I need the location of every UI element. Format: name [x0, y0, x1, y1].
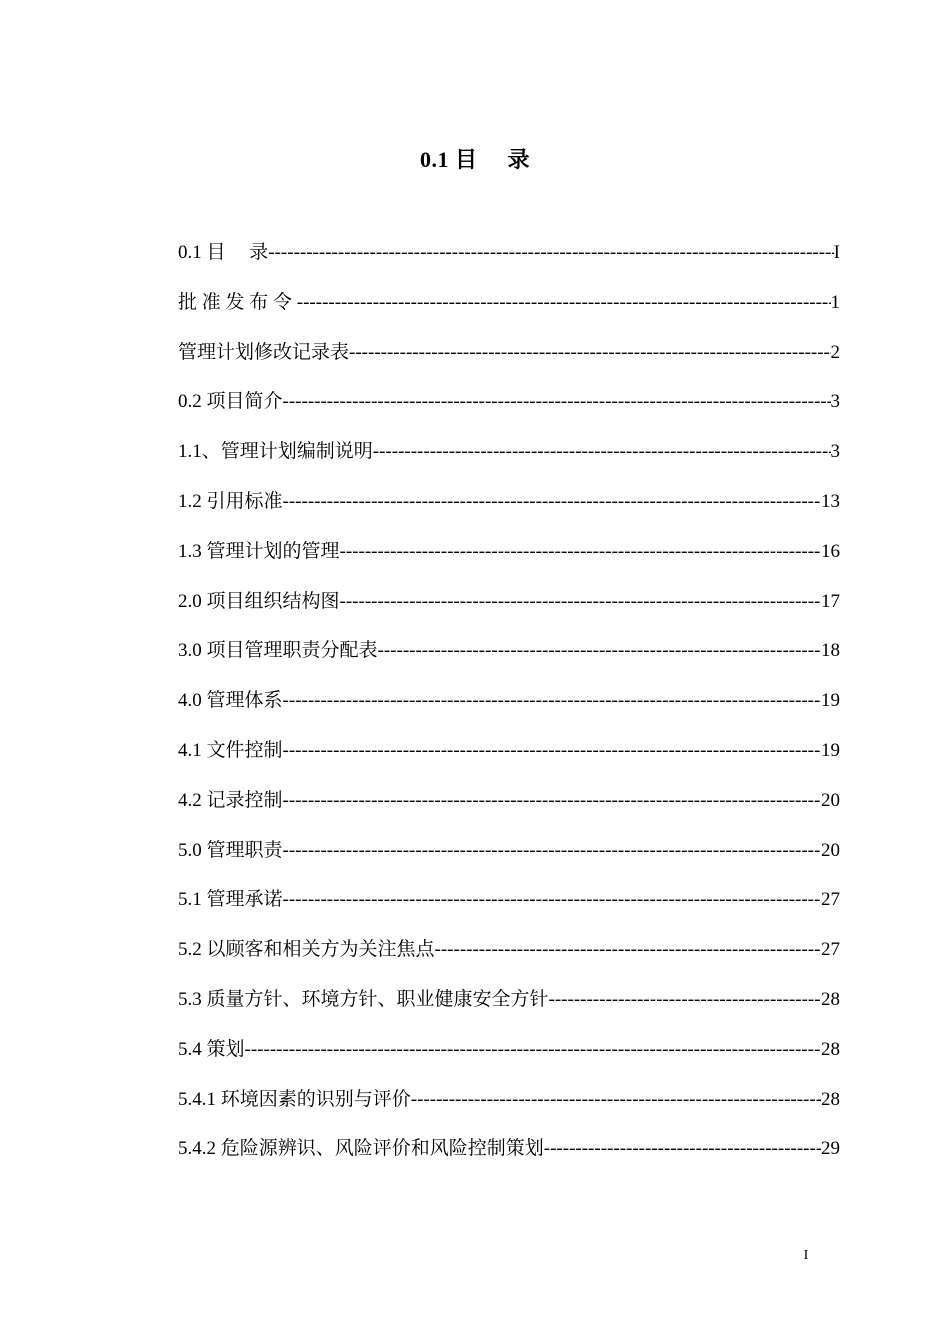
toc-entry-page: 18 [821, 640, 840, 662]
toc-entry-page: 27 [821, 939, 840, 961]
toc-entry-label: 0.1 目 录 [178, 242, 269, 263]
toc-leader-dashes [340, 539, 821, 565]
toc-entry-label: 4.0 管理体系 [178, 690, 283, 712]
toc-entry[interactable] [178, 1136, 840, 1186]
toc-entry-label: 5.0 管理职责 [178, 839, 283, 861]
toc-leader-dashes [283, 887, 821, 913]
toc-entry-label: 3.0 项目管理职责分配表 [178, 640, 378, 662]
toc-entry-page: 28 [821, 1088, 840, 1110]
toc-entry-page: 3 [830, 441, 840, 463]
toc-entry-label: 5.4 策划 [178, 1038, 245, 1060]
toc-entry[interactable] [178, 838, 840, 888]
toc-leader-dashes [373, 439, 831, 465]
toc-leader-dashes [283, 389, 831, 415]
page-title: 0.1 目 录 [419, 147, 530, 172]
toc-leader-dashes [378, 638, 821, 664]
toc-entry-page: 16 [821, 540, 840, 562]
toc-entry[interactable] [178, 937, 840, 987]
toc-entry-label: 批 准 发 布 令 [178, 291, 297, 313]
toc-entry-label: 5.2 以顾客和相关方为关注焦点 [178, 939, 435, 961]
toc-entry-label: 5.4.1 环境因素的识别与评价 [178, 1088, 411, 1110]
toc-entry-page: I [833, 242, 840, 263]
toc-entry-page: 28 [821, 988, 840, 1010]
toc-leader-dashes [283, 489, 821, 515]
toc-entry-page: 17 [821, 590, 840, 612]
toc-entry-label: 4.1 文件控制 [178, 739, 283, 761]
toc-entry[interactable] [178, 788, 840, 838]
toc-leader-dashes [245, 1037, 821, 1063]
toc-entry-page: 1 [830, 291, 840, 313]
toc-entry[interactable] [178, 589, 840, 639]
toc-leader-dashes [297, 290, 831, 316]
toc-leader-dashes [435, 937, 821, 963]
toc-entry[interactable] [178, 539, 840, 589]
toc-entry[interactable] [178, 638, 840, 688]
toc-entry-page: 2 [830, 341, 840, 363]
toc-entry-page: 19 [821, 739, 840, 761]
toc-entry[interactable] [178, 389, 840, 439]
toc-entry-label: 2.0 项目组织结构图 [178, 590, 340, 612]
toc-entry[interactable] [178, 290, 840, 340]
toc-leader-dashes [283, 838, 821, 864]
toc-entry-page: 13 [821, 490, 840, 512]
toc-leader-dashes [283, 788, 821, 814]
toc-entry-label: 1.2 引用标准 [178, 490, 283, 512]
toc-entry-label: 5.3 质量方针、环境方针、职业健康安全方针 [178, 988, 549, 1010]
toc-entry-label: 1.1、管理计划编制说明 [178, 441, 373, 463]
toc-leader-dashes [349, 340, 830, 366]
toc-entry-label: 1.3 管理计划的管理 [178, 540, 340, 562]
toc-entry-label: 0.2 项目简介 [178, 391, 283, 413]
toc-leader-dashes [544, 1136, 821, 1162]
toc-leader-dashes [283, 738, 821, 764]
toc-leader-dashes [340, 589, 821, 615]
toc-entry-page: 20 [821, 789, 840, 811]
toc-entry-page: 28 [821, 1038, 840, 1060]
toc-leader-dashes [411, 1087, 821, 1113]
toc-entry[interactable] [178, 688, 840, 738]
toc-entry-label: 5.1 管理承诺 [178, 889, 283, 911]
toc-entry-label: 5.4.2 危险源辨识、风险评价和风险控制策划 [178, 1138, 544, 1160]
toc-leader-dashes [549, 987, 821, 1013]
toc-entry[interactable] [178, 240, 840, 290]
toc-entry[interactable] [178, 439, 840, 489]
toc-entry[interactable] [178, 987, 840, 1037]
toc-entry[interactable] [178, 340, 840, 390]
page-number: I [803, 1248, 809, 1263]
toc-entry-page: 29 [821, 1138, 840, 1160]
toc-entry[interactable] [178, 1087, 840, 1137]
toc-leader-dashes [283, 688, 821, 714]
toc-entry[interactable] [178, 489, 840, 539]
toc-entry-page: 3 [830, 391, 840, 413]
toc-entry[interactable] [178, 1037, 840, 1087]
toc-entry-label: 4.2 记录控制 [178, 789, 283, 811]
toc-entry-page: 27 [821, 889, 840, 911]
toc-entry-label: 管理计划修改记录表 [178, 341, 350, 363]
toc-entry-page: 19 [821, 690, 840, 712]
toc-entry[interactable] [178, 887, 840, 937]
toc-entry[interactable] [178, 738, 840, 788]
table-of-contents [178, 240, 840, 1186]
toc-leader-dashes [268, 240, 833, 266]
toc-entry-page: 20 [821, 839, 840, 861]
